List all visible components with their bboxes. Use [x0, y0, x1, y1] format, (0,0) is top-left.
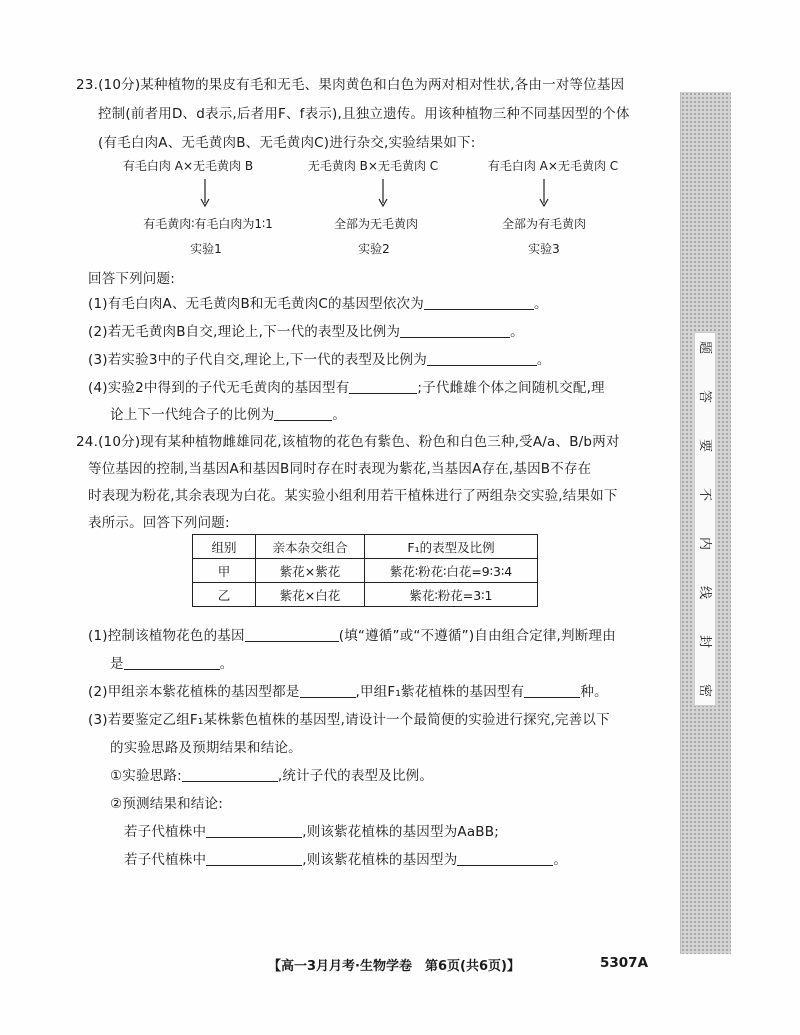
- seal-char: 封: [697, 634, 713, 649]
- table-cell: 紫花×白花: [256, 583, 365, 607]
- q24-sub-2: (2)甲组亲本紫花植株的基因型都是 ,甲组F₁紫花植株的基因型有 种。: [88, 684, 608, 700]
- answer-blank[interactable]: [400, 324, 510, 338]
- table-header-row: [193, 535, 538, 559]
- q24-experiment-idea: ①实验思路: ,统计子代的表型及比例。: [110, 768, 434, 784]
- q24-line-2: 等位基因的控制,当基因A和基因B同时存在时表现为紫花,当基因A存在,基因B不存在: [88, 461, 592, 477]
- q24-prediction-heading: ②预测结果和结论:: [110, 796, 223, 812]
- experiment-1-name: 实验1: [190, 242, 222, 256]
- table-header: 组别: [193, 535, 256, 559]
- q23-line-1: 23.(10分)某种植物的果皮有毛和无毛、果肉黄色和白色为两对相对性状,各由一对等位基因: [76, 77, 625, 93]
- answer-blank[interactable]: [206, 852, 302, 866]
- seal-char: 题: [697, 340, 713, 355]
- q23-sub-3: (3)若实验3中的子代自交,理论上,下一代的表型及比例为 。: [88, 352, 551, 368]
- table-cell: 紫花×紫花: [256, 559, 365, 583]
- q24-sub-1: (1)控制该植物花色的基因 (填“遵循”或“不遵循”)自由组合定律,判断理由: [88, 628, 616, 644]
- table-row: [193, 583, 538, 607]
- seal-char: 线: [697, 585, 713, 600]
- experiment-2-arrow-icon: [376, 179, 390, 207]
- seal-char: 不: [697, 487, 713, 502]
- answer-blank[interactable]: [300, 684, 356, 698]
- experiment-2-result: 全部为无毛黄肉: [333, 217, 418, 231]
- table-cell: 乙: [193, 583, 256, 607]
- table-header: 亲本杂交组合: [256, 535, 365, 559]
- experiment-3-arrow-icon: [537, 179, 551, 207]
- experiment-3-name: 实验3: [528, 242, 560, 256]
- q23-prompt: 回答下列问题:: [88, 271, 175, 287]
- experiment-1-cross: 有毛白肉 A×无毛黄肉 B: [122, 159, 254, 173]
- q23-sub-4-cont: 论上下一代纯合子的比例为 。: [110, 407, 347, 423]
- q24-sub-1-cont: 是 。: [110, 656, 234, 672]
- results-table: [192, 534, 538, 607]
- q23-line-3: (有毛白肉A、无毛黄肉B、无毛黄肉C)进行杂交,实验结果如下:: [98, 135, 476, 151]
- answer-blank[interactable]: [274, 407, 332, 421]
- experiment-3-result: 全部为有毛黄肉: [501, 217, 586, 231]
- seal-char: 密: [697, 683, 713, 698]
- answer-blank[interactable]: [206, 824, 302, 838]
- q24-line-4: 表所示。回答下列问题:: [88, 515, 230, 531]
- q24-sub-3-cont: 的实验思路及预期结果和结论。: [110, 740, 302, 756]
- answer-blank[interactable]: [524, 684, 580, 698]
- q24-line-3: 时表现为粉花,其余表现为白花。某实验小组利用若干植株进行了两组杂交实验,结果如下: [88, 488, 618, 504]
- seal-char: 要: [697, 438, 713, 453]
- q23-line-2: 控制(前者用D、d表示,后者用F、f表示),且独立遗传。用该种植物三种不同基因型的个体: [98, 106, 630, 122]
- seal-char: 内: [697, 536, 713, 551]
- q24-case-1: 若子代植株中 ,则该紫花植株的基因型为AaBB;: [124, 824, 499, 840]
- answer-blank[interactable]: [349, 380, 417, 394]
- q23-sub-4: (4)实验2中得到的子代无毛黄肉的基因型有 ;子代雌雄个体之间随机交配,理: [88, 380, 605, 396]
- experiment-2-cross: 无毛黄肉 B×无毛黄肉 C: [307, 159, 439, 173]
- answer-blank[interactable]: [245, 628, 339, 642]
- q24-line-1: 24.(10分)现有某种植物雌雄同花,该植物的花色有紫色、粉色和白色三种,受A/a、B/b两对: [76, 434, 620, 450]
- question-23: [76, 73, 658, 423]
- q23-sub-1: (1)有毛白肉A、无毛黄肉B和无毛黄肉C的基因型依次为 。: [88, 296, 548, 312]
- answer-blank[interactable]: [427, 352, 537, 366]
- table-cell: 甲: [193, 559, 256, 583]
- table-header: F₁的表型及比例: [365, 535, 538, 559]
- table-cell: 紫花∶粉花∶白花=9∶3∶4: [365, 559, 538, 583]
- experiment-2-name: 实验2: [358, 242, 390, 256]
- q24-sub-3: (3)若要鉴定乙组F₁某株紫色植株的基因型,请设计一个最简便的实验进行探究,完善以下: [88, 712, 610, 728]
- paper-code: 5307A: [600, 955, 649, 971]
- question-24: [76, 430, 658, 870]
- answer-blank[interactable]: [424, 296, 534, 310]
- answer-blank[interactable]: [124, 656, 220, 670]
- experiment-1-result: 有毛黄肉∶有毛白肉为1∶1: [143, 217, 273, 231]
- page-footer: 【高一3月月考·生物学卷 第6页(共6页)】: [268, 959, 520, 974]
- answer-blank[interactable]: [457, 852, 553, 866]
- experiment-1-arrow-icon: [198, 179, 212, 207]
- experiment-3-cross: 有毛白肉 A×无毛黄肉 C: [487, 159, 619, 173]
- table-cell: 紫花∶粉花=3∶1: [365, 583, 538, 607]
- seal-line-notice: [694, 332, 716, 706]
- q23-sub-2: (2)若无毛黄肉B自交,理论上,下一代的表型及比例为 。: [88, 324, 524, 340]
- answer-blank[interactable]: [182, 768, 278, 782]
- seal-char: 答: [697, 389, 713, 404]
- table-row: [193, 559, 538, 583]
- q24-case-2: 若子代植株中 ,则该紫花植株的基因型为 。: [124, 852, 568, 868]
